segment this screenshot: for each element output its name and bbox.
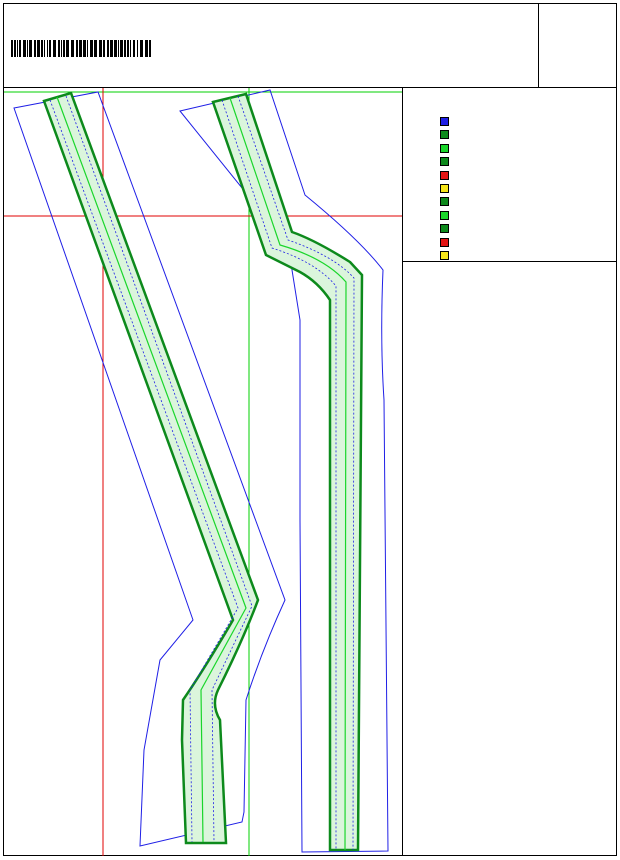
- qr-code: [481, 737, 565, 821]
- right-strip-band: [213, 94, 362, 850]
- right-strip-centerline: [230, 98, 346, 850]
- left-piece-outline: [14, 92, 285, 846]
- left-strip-band: [44, 93, 258, 843]
